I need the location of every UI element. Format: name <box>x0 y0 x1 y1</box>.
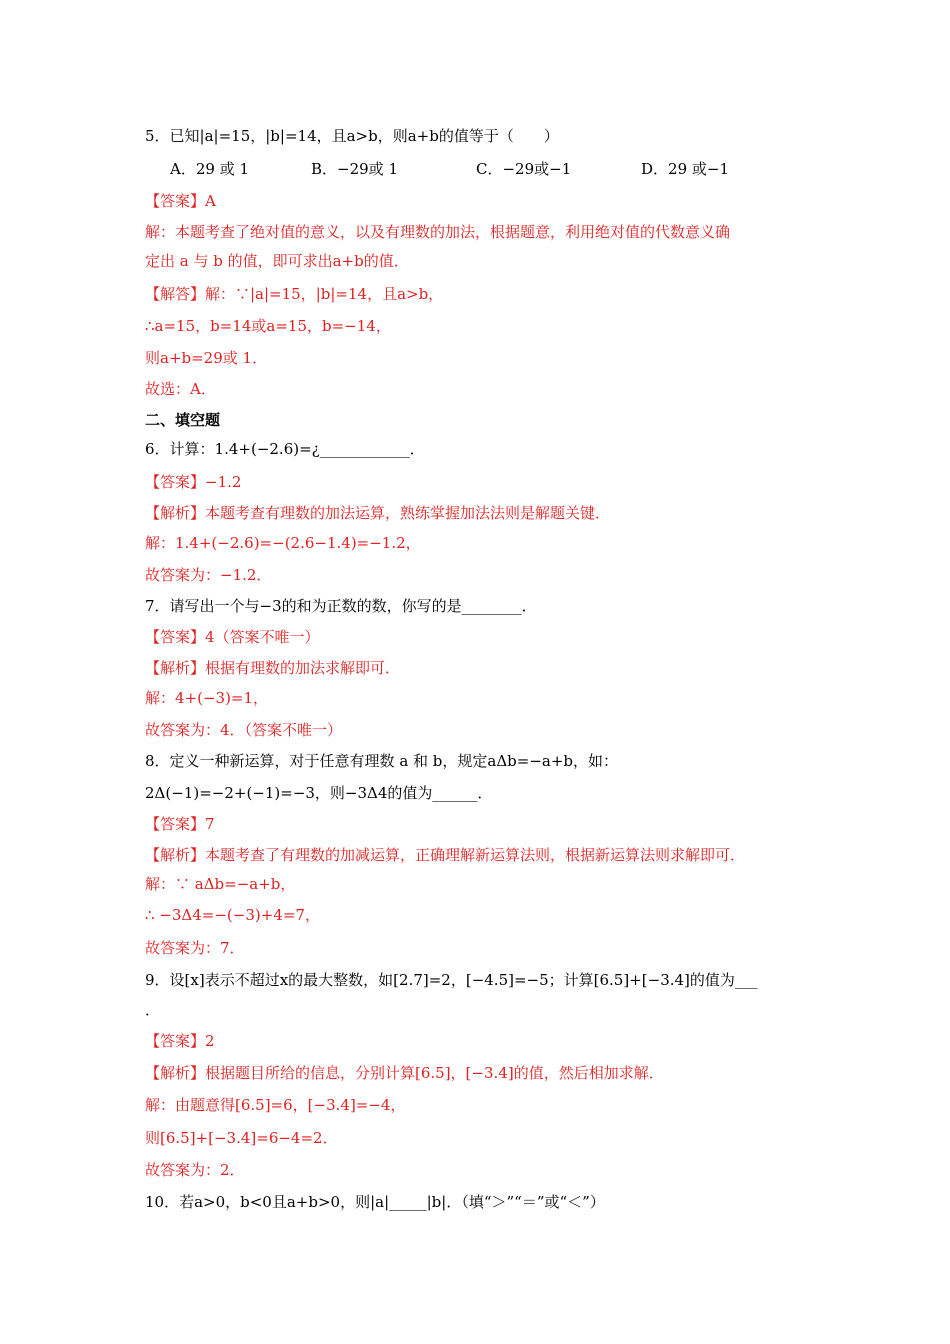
q9-analysis: 【解析】根据题目所给的信息，分别计算[6.5]，[−3.4]的值，然后相加求解． <box>145 1064 664 1082</box>
q5-analysis-1: 解：本题考查了绝对值的意义，以及有理数的加法，根据题意，利用绝对值的代数意义确 <box>145 223 731 241</box>
q8-stem-1: 8．定义一种新运算，对于任意有理数 a 和 b，规定aΔb=−a+b，如： <box>145 752 619 770</box>
q8-solution-1: 解：∵ aΔb=−a+b， <box>145 875 296 893</box>
q9-answer: 【答案】2 <box>145 1032 215 1050</box>
q5-solution-3: 则a+b=29或 1． <box>145 349 268 367</box>
q5-option-d: D．29 或−1 <box>641 160 729 178</box>
q5-solution-2: ∴a=15，b=14或a=15，b=−14， <box>145 317 391 335</box>
q9-final: 故答案为：2． <box>145 1161 245 1179</box>
q9-stem-2: ． <box>145 1001 161 1019</box>
q6-final: 故答案为：−1.2． <box>145 566 272 584</box>
q5-stem: 5．已知|a|=15，|b|=14，且a>b，则a+b的值等于（ ） <box>145 127 559 145</box>
q7-answer: 【答案】4（答案不唯一） <box>145 628 320 646</box>
q5-answer: 【答案】A <box>145 192 216 210</box>
q10-stem: 10．若a>0，b<0且a+b>0，则|a|_____|b|．（填“＞”“＝”或“＜”） <box>145 1193 605 1211</box>
q5-option-b: B．−29或 1 <box>311 160 398 178</box>
q5-solution-1: 【解答】解：∵|a|=15，|b|=14，且a>b， <box>145 285 444 303</box>
q6-solution: 解：1.4+(−2.6)=−(2.6−1.4)=−1.2， <box>145 534 421 552</box>
q8-solution-2: ∴ −3Δ4=−(−3)+4=7， <box>145 906 320 924</box>
q9-stem-1: 9．设[x]表示不超过x的最大整数，如[2.7]=2，[−4.5]=−5；计算[6.5]+[−3.4]的值为___ <box>145 971 758 989</box>
q5-analysis-2: 定出 a 与 b 的值，即可求出a+b的值． <box>145 252 409 270</box>
q6-answer: 【答案】−1.2 <box>145 473 242 491</box>
q9-solution-2: 则[6.5]+[−3.4]=6−4=2． <box>145 1129 338 1147</box>
q8-stem-2: 2Δ(−1)=−2+(−1)=−3，则−3Δ4的值为______． <box>145 784 493 802</box>
section-2-title: 二、填空题 <box>145 411 221 429</box>
q5-choice: 故选：A． <box>145 380 216 398</box>
q8-final: 故答案为：7． <box>145 939 245 957</box>
q7-solution: 解：4+(−3)=1， <box>145 689 269 707</box>
q7-final: 故答案为：4．（答案不唯一） <box>145 721 343 739</box>
q8-answer: 【答案】7 <box>145 815 215 833</box>
q5-option-c: C．−29或−1 <box>476 160 572 178</box>
q7-stem: 7．请写出一个与−3的和为正数的数，你写的是________． <box>145 597 537 615</box>
q5-option-a: A．29 或 1 <box>170 160 249 178</box>
q7-analysis: 【解析】根据有理数的加法求解即可． <box>145 659 401 677</box>
q6-stem: 6．计算：1.4+(−2.6)=¿____________． <box>145 440 425 458</box>
q8-analysis: 【解析】本题考查了有理数的加减运算，正确理解新运算法则，根据新运算法则求解即可． <box>145 846 746 864</box>
q9-solution-1: 解：由题意得[6.5]=6，[−3.4]=−4， <box>145 1096 406 1114</box>
q6-analysis: 【解析】本题考查有理数的加法运算，熟练掌握加法法则是解题关键． <box>145 504 611 522</box>
